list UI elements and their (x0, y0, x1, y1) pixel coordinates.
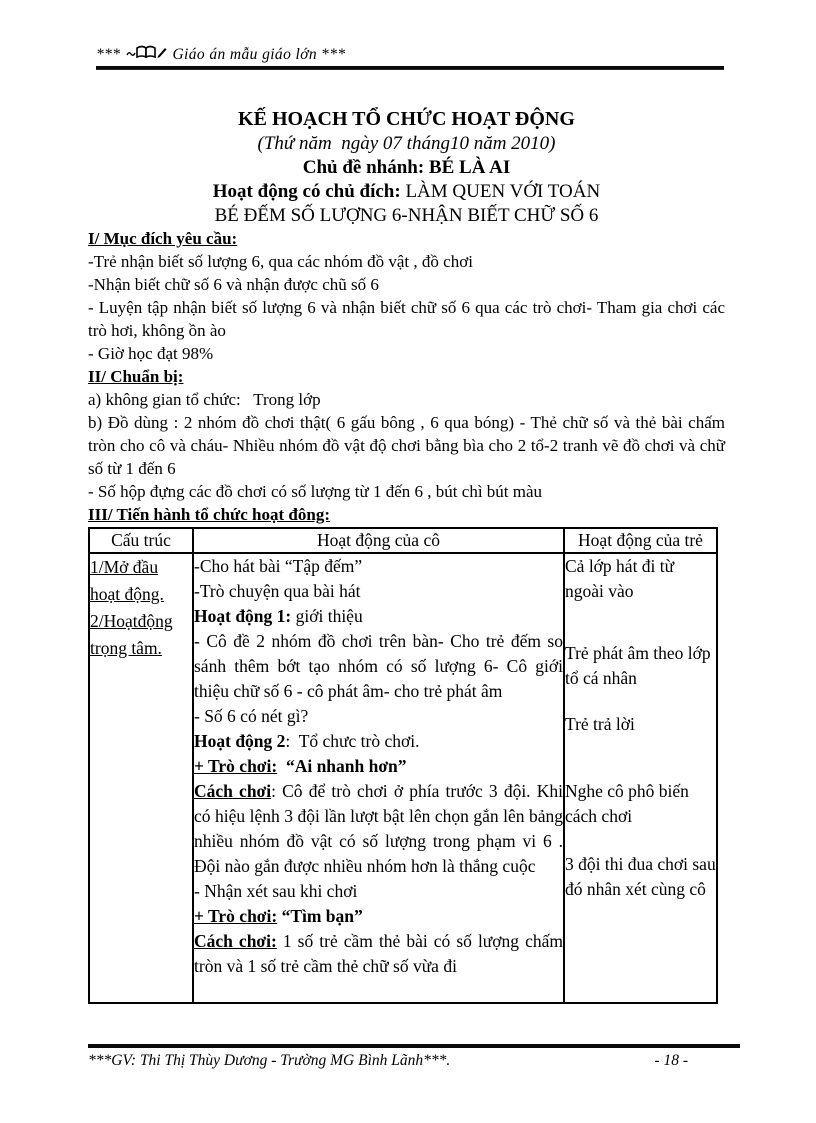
co-line (194, 604, 563, 629)
header-title-line (96, 44, 724, 64)
teacher-activity-cell (193, 553, 564, 1003)
page-footer (88, 1044, 740, 1070)
header-stars-right: *** (321, 46, 346, 63)
game1-name: “Ai nhanh hơn” (277, 756, 407, 776)
footer-row (88, 1051, 740, 1070)
co-paragraph (194, 929, 563, 979)
activity1-label: Hoạt động 1: (194, 606, 292, 626)
page-header (96, 44, 724, 70)
section1-item: - Luyện tập nhận biết số lượng 6 và nhận biết chữ số 6 qua các trò chơi- Tham gia chơi các trò hơi, không ồn ào (88, 298, 725, 340)
page-number: - 18 - (654, 1052, 688, 1069)
co-line (194, 754, 563, 779)
co-paragraph (194, 779, 563, 879)
tre-line: Trẻ trả lời (565, 714, 635, 734)
purpose-line (88, 180, 725, 204)
howtoplay2-text: 1 số trẻ cầm thẻ bài có số lượng chấm tròn và 1 số trẻ cầm thẻ chữ số vừa đi (194, 931, 563, 976)
howtoplay1-label: Cách chơi (194, 781, 272, 801)
co-paragraph: - Cô đề 2 nhóm đồ chơi trên bàn- Cho trẻ đếm so sánh thêm bớt tạo nhóm có số lượng 6- Cô giới thiệu chữ số 6 - cô phát âm- cho trẻ phát âm (194, 631, 563, 701)
section1-item: -Nhận biết chữ số 6 và nhận được chũ số 6 (88, 275, 379, 294)
pencil-icon (158, 48, 167, 58)
co-line (194, 729, 563, 754)
book-left-page (137, 47, 146, 58)
topic-line: Chủ đề nhánh: BÉ LÀ AI (302, 157, 511, 178)
book-right-page (146, 47, 155, 58)
section1-heading: I/ Mục đích yêu cầu: (88, 229, 238, 248)
activity1-text: giới thiệu (291, 606, 363, 626)
structure-line: hoạt động. (90, 584, 164, 604)
document-title: KẾ HOẠCH TỔ CHỨC HOẠT ĐỘNG (238, 108, 575, 130)
co-line: -Trò chuyện qua bài hát (194, 581, 361, 601)
co-line (194, 904, 563, 929)
section3-heading: III/ Tiến hành tổ chức hoạt đông: (88, 505, 330, 524)
open-book-pencil-icon (125, 44, 167, 65)
howtoplay2-label: Cách chơi: (194, 931, 277, 951)
column-header-structure: Cấu trúc (89, 528, 193, 553)
co-line: - Nhận xét sau khi chơi (194, 881, 358, 901)
table-header-row (89, 528, 717, 553)
purpose-value: LÀM QUEN VỚI TOÁN (400, 181, 601, 202)
section2-item: - Số hộp đựng các đồ chơi có số lượng từ 1 đến 6 , bút chì bút màu (88, 482, 543, 501)
section1-item: - Giờ học đạt 98% (88, 344, 214, 363)
column-header-teacher-activity: Hoạt động của cô (193, 528, 564, 553)
co-line: - Số 6 có nét gì? (194, 706, 309, 726)
sections (88, 227, 725, 526)
tre-line: Cả lớp hát đi từ ngoài vào (565, 556, 675, 601)
structure-line: 2/Hoạtđộng (90, 611, 173, 631)
section2-item: b) Đồ dùng : 2 nhóm đồ chơi thật( 6 gấu bông , 6 qua bóng) - Thẻ chữ số và thẻ bài chấm tròn cho cô và cháu- Nhiều nhóm đồ vật độ chơi bằng bìa cho 2 tổ-2 tranh vẽ đồ chơi và chữ số từ 1 đến 6 (88, 413, 725, 478)
header-title-text: Giáo án mẫu giáo lớn (172, 46, 318, 63)
structure-line: trọng tâm. (90, 638, 162, 658)
activity2-label: Hoạt động 2 (194, 731, 286, 751)
section1-item: -Trẻ nhận biết số lượng 6, qua các nhóm đồ vật , đồ chơi (88, 252, 473, 271)
tre-line: Trẻ phát âm theo lớp tổ cá nhân (565, 643, 711, 688)
footer-rule (88, 1044, 740, 1048)
title-block (88, 106, 725, 227)
header-stars-left: *** (96, 46, 121, 63)
tre-line: Nghe cô phô biến cách chơi (565, 781, 689, 826)
purpose-label: Hoạt động có chủ đích: (212, 181, 401, 202)
tre-line: 3 đội thi đua chơi sau đó nhân xét cùng cô (565, 854, 716, 899)
structure-line: 1/Mở đầu (90, 557, 159, 577)
game2-name: “Tìm bạn” (277, 906, 363, 926)
child-activity-cell (564, 553, 717, 1003)
document-date: (Thứ năm ngày 07 tháng10 năm 2010) (257, 133, 556, 154)
header-rule (96, 66, 724, 70)
game2-label: + Trò chơi: (194, 906, 278, 926)
column-header-child-activity: Hoạt động của trẻ (564, 528, 717, 553)
game1-label: + Trò chơi: (194, 756, 278, 776)
section2-heading: II/ Chuẩn bị: (88, 367, 184, 386)
activity-table (88, 527, 718, 1004)
document-body (88, 106, 725, 1004)
activity2-text: : Tổ chưc trò chơi. (285, 731, 420, 751)
section2-item: a) không gian tổ chức: Trong lớp (88, 390, 321, 409)
table-body-row (89, 553, 717, 1003)
structure-cell (89, 553, 193, 1003)
footer-teacher-info: ***GV: Thi Thị Thùy Dương - Trường MG Bình Lãnh***. (88, 1052, 451, 1069)
co-line: -Cho hát bài “Tập đếm” (194, 556, 363, 576)
squiggle-icon (127, 53, 135, 56)
howtoplay1-text: : Cô để trò chơi ở phía trước 3 đội. Khi có hiệu lệnh 3 đội lần lượt bật lên chọn gắn lên bảng nhiều nhóm đồ vật có số lượng trong phạm vi 6 . Đội nào gắn được nhiều nhóm hơn là thắng cuộc (194, 781, 563, 876)
lesson-subject-line: BÉ ĐẾM SỐ LƯỢNG 6-NHẬN BIẾT CHỮ SỐ 6 (214, 205, 599, 226)
